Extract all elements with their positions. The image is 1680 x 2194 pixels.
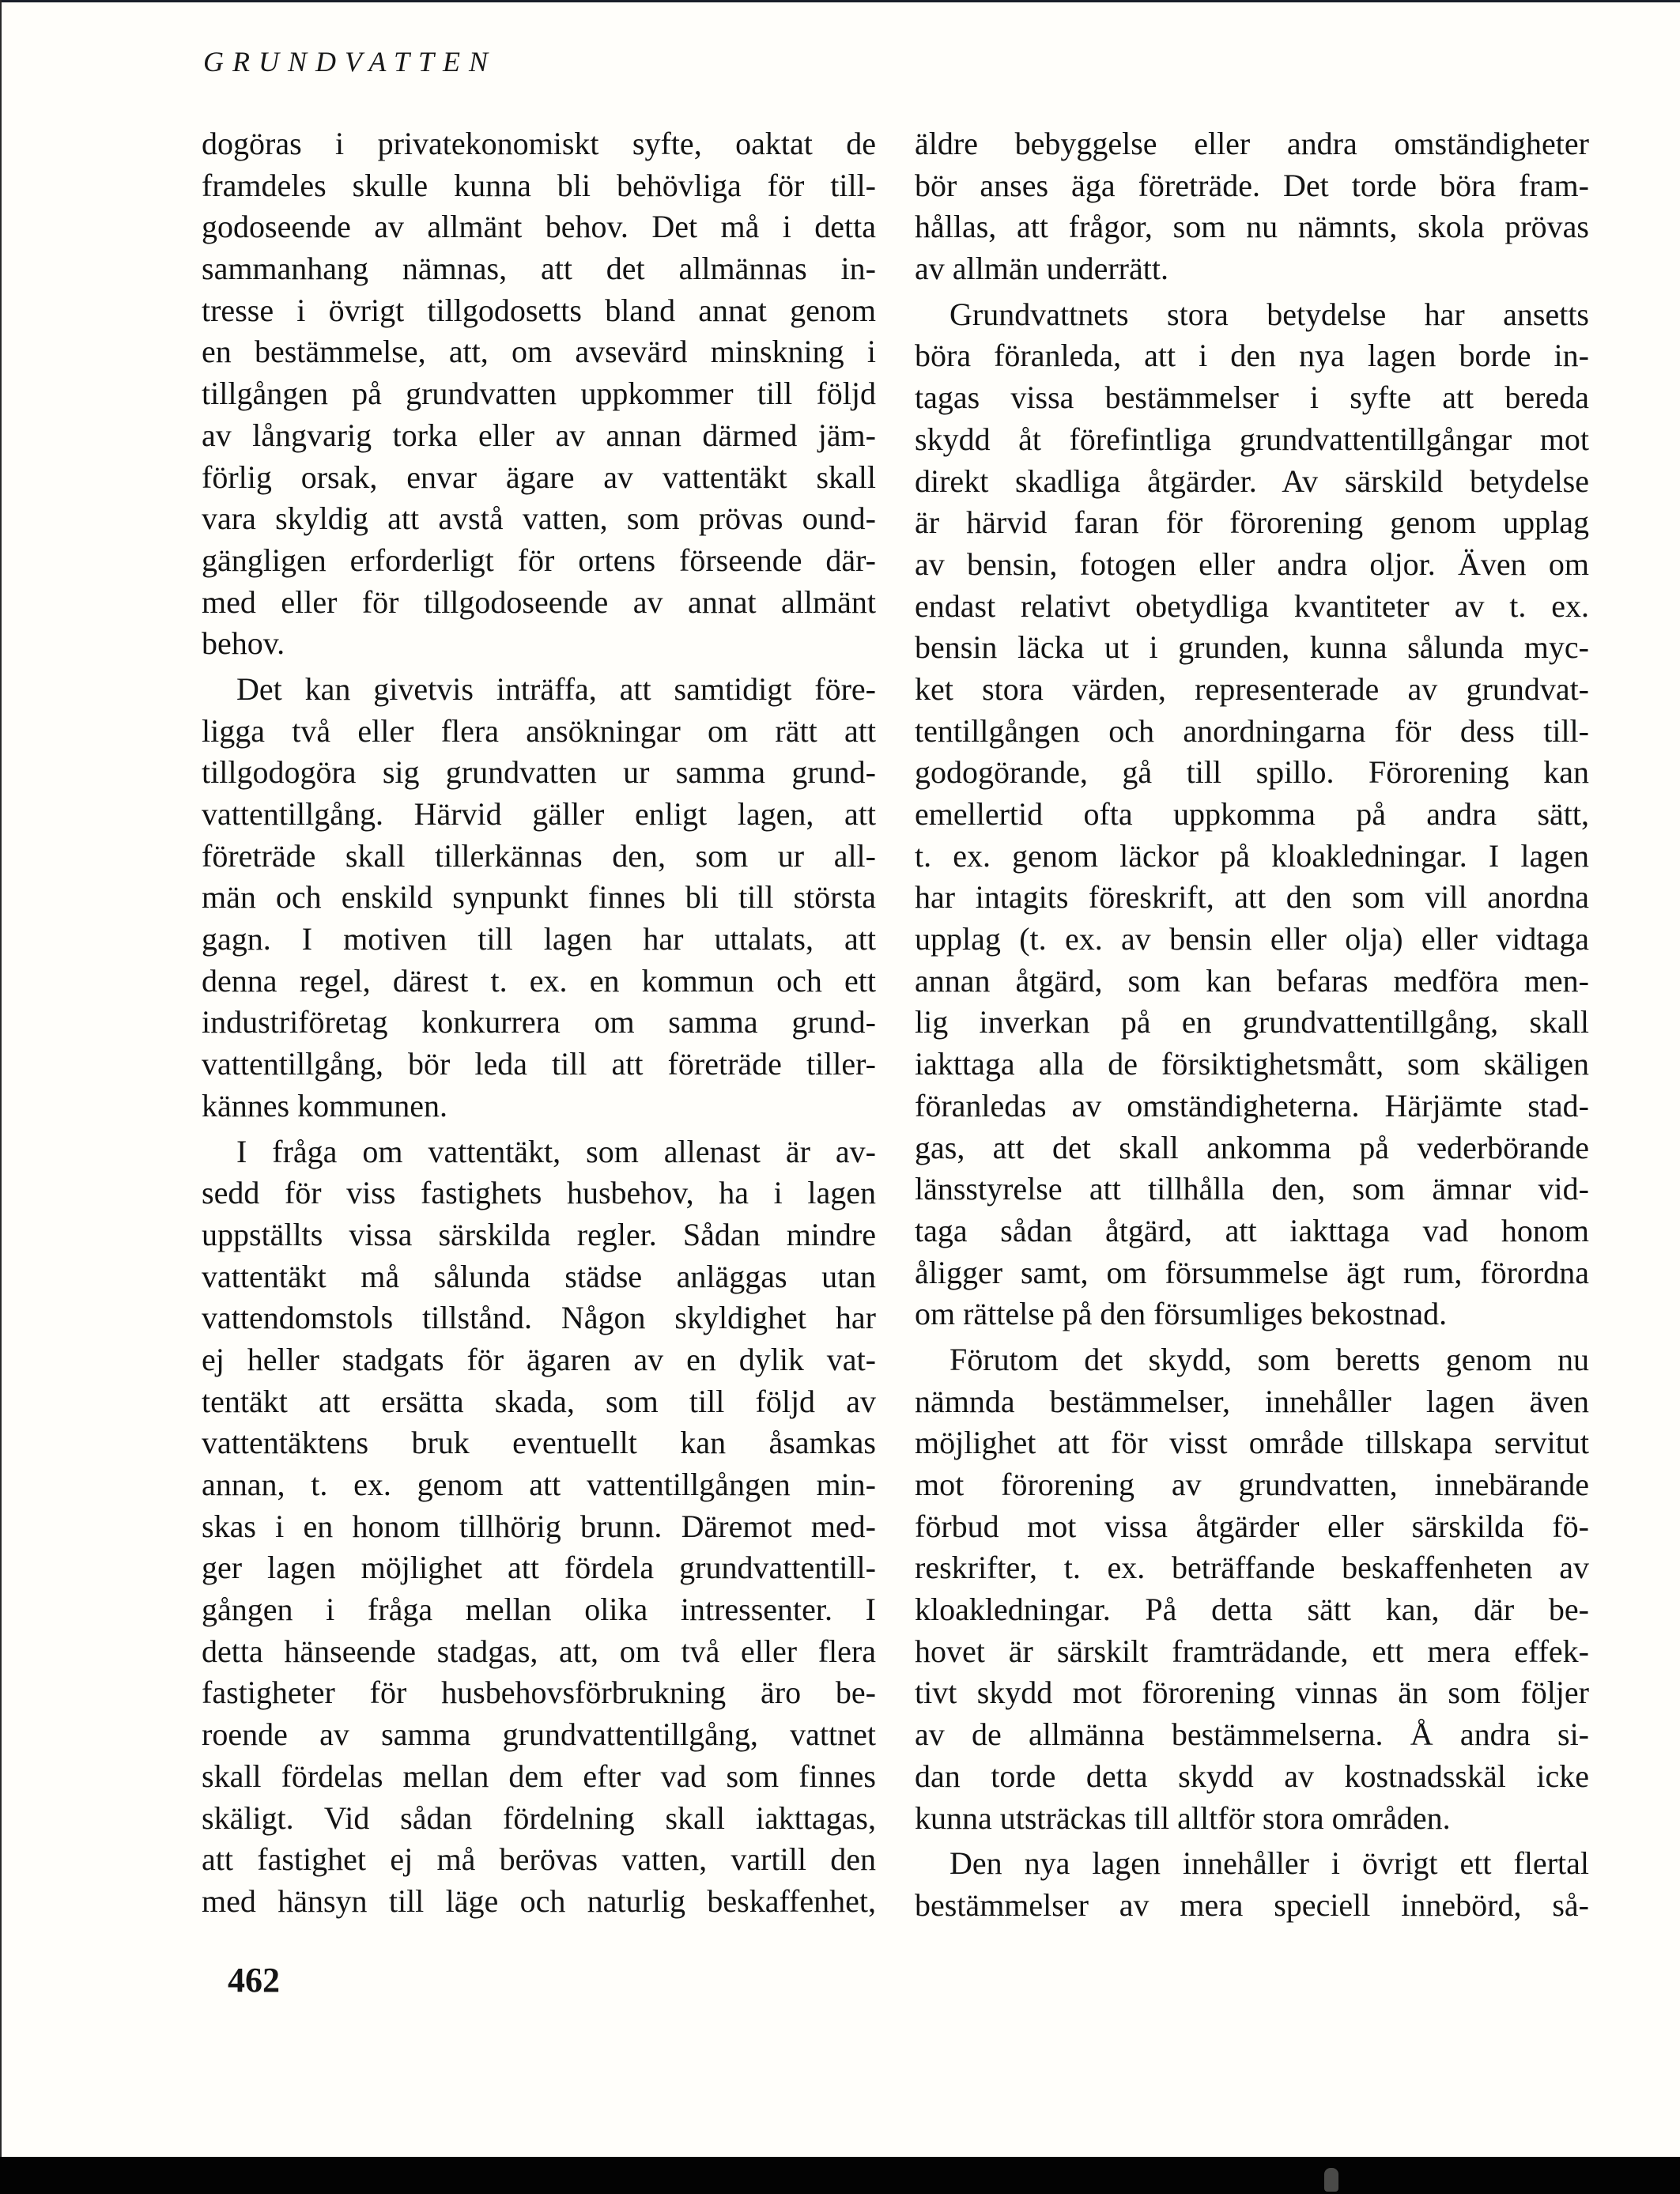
- text-line: tentäkt att ersätta skada, som till följd av: [202, 1383, 876, 1419]
- text-line: män och enskild synpunkt finnes bli till största: [202, 879, 876, 916]
- text-line: gången i fråga mellan olika intressenter. I: [202, 1592, 876, 1628]
- text-line: kloakledningar. På detta sätt kan, där be-: [915, 1592, 1589, 1628]
- text-line: vattentillgång. Härvid gäller enligt lagen, att: [202, 796, 876, 832]
- text-line: taga sådan åtgärd, att iakttaga vad honom: [915, 1212, 1589, 1248]
- text-line: Grundvattnets stora betydelse har ansetts: [949, 296, 1589, 332]
- text-line: ket stora värden, representerade av grundvat-: [915, 670, 1589, 707]
- text-line: skäligt. Vid sådan fördelning skall iakttagas,: [202, 1799, 876, 1836]
- text-line: emellertid ofta uppkomma på andra sätt,: [915, 796, 1589, 832]
- text-line: godogörande, gå till spillo. Förorening kan: [915, 754, 1589, 791]
- text-line: av de allmänna bestämmelserna. Å andra si-: [915, 1716, 1589, 1753]
- text-line: att fastighet ej må berövas vatten, vartill den: [202, 1841, 876, 1878]
- text-line: vattentäkt må sålunda städse anläggas utan: [202, 1258, 876, 1294]
- paragraph: [202, 1131, 876, 1923]
- text-line: roende av samma grundvattentillgång, vattnet: [202, 1716, 876, 1753]
- text-line: bensin läcka ut i grunden, kunna sålunda myc-: [915, 629, 1589, 666]
- text-line: I fråga om vattentäkt, som allenast är av-: [236, 1133, 876, 1169]
- text-line: med hänsyn till läge och naturlig beskaffenhet,: [202, 1882, 876, 1919]
- text-line: tillgången på grundvatten uppkommer till följd: [202, 376, 876, 412]
- text-line: gängligen erforderligt för ortens förseende där-: [202, 542, 876, 578]
- text-line: annan åtgärd, som kan befaras medföra men-: [915, 962, 1589, 999]
- text-line: har intagits föreskrift, att den som vill anordna: [915, 879, 1589, 916]
- page-number: 462: [228, 1961, 280, 2000]
- text-line: av bensin, fotogen eller andra oljor. Även om: [915, 546, 1589, 582]
- text-line: behov.: [202, 625, 285, 662]
- paragraph: [915, 1339, 1589, 1839]
- text-line: av allmän underrätt.: [915, 251, 1168, 287]
- text-line: böra föranleda, att i den nya lagen borde in-: [915, 338, 1589, 374]
- scan-smudge: [1324, 2168, 1338, 2192]
- text-line: dogöras i privatekonomiskt syfte, oaktat de: [202, 126, 876, 161]
- text-line: t. ex. genom läckor på kloakledningar. I lagen: [915, 837, 1589, 874]
- text-line: åligger samt, om försummelse ägt rum, förordna: [915, 1254, 1589, 1290]
- text-line: Det kan givetvis inträffa, att samtidigt före-: [236, 670, 876, 707]
- text-line: ej heller stadgats för ägaren av en dylik vat-: [202, 1341, 876, 1377]
- text-line: kunna utsträckas till alltför stora områden.: [915, 1799, 1451, 1836]
- text-line: tagas vissa bestämmelser i syfte att bereda: [915, 380, 1589, 416]
- text-line: länsstyrelse att tillhålla den, som ämnar vid-: [915, 1171, 1589, 1207]
- text-line: tresse i övrigt tillgodosetts bland annat genom: [202, 292, 876, 328]
- text-line: föranledas av omständigheterna. Härjämte stad-: [915, 1087, 1589, 1123]
- text-line: sedd för viss fastighets husbehov, ha i lagen: [202, 1175, 876, 1211]
- text-line: gas, att det skall ankomma på vederbörande: [915, 1129, 1589, 1165]
- text-line: äldre bebyggelse eller andra omständigheter: [915, 126, 1589, 161]
- text-line: fastigheter för husbehovsförbrukning äro be-: [202, 1675, 876, 1711]
- text-line: av långvarig torka eller av annan därmed jäm-: [202, 417, 876, 453]
- text-line: skas i en honom tillhörig brunn. Däremot med-: [202, 1508, 876, 1544]
- text-line: vattentillgång, bör leda till att företräde tiller-: [202, 1046, 876, 1082]
- text-line: vattentäktens bruk eventuellt kan åsamkas: [202, 1425, 876, 1461]
- text-line: ligga två eller flera ansökningar om rätt att: [202, 712, 876, 749]
- text-line: direkt skadliga åtgärder. Av särskild betydelse: [915, 463, 1589, 499]
- text-line: är härvid faran för förorening genom upplag: [915, 504, 1589, 541]
- paragraph: [202, 123, 876, 665]
- text-line: Den nya lagen innehåller i övrigt ett flertal: [949, 1845, 1589, 1882]
- text-line: hovet är särskilt framträdande, ett mera effek-: [915, 1633, 1589, 1669]
- text-line: framdeles skulle kunna bli behövliga för till-: [202, 167, 876, 203]
- text-line: tillgodogöra sig grundvatten ur samma grund-: [202, 754, 876, 791]
- text-line: nämnda bestämmelser, innehåller lagen även: [915, 1383, 1589, 1419]
- text-line: tentillgången och anordningarna för dess till-: [915, 712, 1589, 749]
- text-line: godoseende av allmänt behov. Det må i detta: [202, 209, 876, 245]
- text-line: förlig orsak, envar ägare av vattentäkt skall: [202, 459, 876, 495]
- text-line: gagn. I motiven till lagen har uttalats, att: [202, 921, 876, 957]
- scan-edge-left: [0, 0, 2, 2157]
- text-line: detta hänseende stadgas, att, om två eller flera: [202, 1633, 876, 1669]
- text-line: annan, t. ex. genom att vattentillgången min-: [202, 1467, 876, 1502]
- text-line: kännes kommunen.: [202, 1087, 448, 1123]
- text-line: vattendomstols tillstånd. Någon skyldighet har: [202, 1300, 876, 1336]
- text-line: Förutom det skydd, som beretts genom nu: [949, 1341, 1589, 1377]
- text-line: dan torde detta skydd av kostnadsskäl icke: [915, 1758, 1589, 1794]
- text-line: en bestämmelse, att, om avsevärd minskning i: [202, 334, 876, 370]
- text-line: endast relativt obetydliga kvantiteter av t. ex.: [915, 587, 1589, 624]
- text-line: möjlighet att för visst område tillskapa servitut: [915, 1425, 1589, 1461]
- text-line: bestämmelser av mera speciell innebörd, så-: [915, 1886, 1589, 1923]
- text-line: förbud mot vissa åtgärder eller särskilda fö-: [915, 1508, 1589, 1544]
- text-line: skydd åt förefintliga grundvattentillgångar mot: [915, 421, 1589, 457]
- text-line: ger lagen möjlighet att fördela grundvattentill-: [202, 1550, 876, 1586]
- text-line: upplag (t. ex. av bensin eller olja) eller vidtaga: [915, 921, 1589, 957]
- running-head: GRUNDVATTEN: [203, 46, 497, 77]
- text-line: tivt skydd mot förorening vinnas än som följer: [915, 1675, 1589, 1711]
- text-line: vara skyldig att avstå vatten, som prövas ound-: [202, 500, 876, 537]
- scan-bottom-border: [0, 2157, 1680, 2194]
- text-column-right: [915, 123, 1589, 1931]
- text-line: bör anses äga företräde. Det torde böra fram-: [915, 167, 1589, 203]
- text-line: mot förorening av grundvatten, innebärande: [915, 1467, 1589, 1502]
- text-line: med eller för tillgodoseende av annat allmänt: [202, 583, 876, 620]
- paragraph: [202, 669, 876, 1127]
- paragraph: [915, 294, 1589, 1335]
- text-line: företräde skall tillerkännas den, som ur all-: [202, 837, 876, 874]
- text-line: iakttaga alla de försiktighetsmått, som skäligen: [915, 1046, 1589, 1082]
- text-line: denna regel, därest t. ex. en kommun och ett: [202, 962, 876, 999]
- text-line: uppställts vissa särskilda regler. Sådan mindre: [202, 1216, 876, 1252]
- text-line: skall fördelas mellan dem efter vad som finnes: [202, 1758, 876, 1794]
- paragraph: [915, 123, 1589, 290]
- text-line: lig inverkan på en grundvattentillgång, skall: [915, 1004, 1589, 1040]
- text-line: sammanhang nämnas, att det allmännas in-: [202, 251, 876, 287]
- text-line: reskrifter, t. ex. beträffande beskaffenheten av: [915, 1550, 1589, 1586]
- text-column-left: [202, 123, 876, 1927]
- text-line: industriföretag konkurrera om samma grund-: [202, 1004, 876, 1040]
- text-line: hållas, att frågor, som nu nämnts, skola prövas: [915, 209, 1589, 245]
- text-line: om rättelse på den försumliges bekostnad.: [915, 1296, 1448, 1332]
- paragraph: [915, 1843, 1589, 1926]
- scan-edge-top: [0, 0, 1680, 2]
